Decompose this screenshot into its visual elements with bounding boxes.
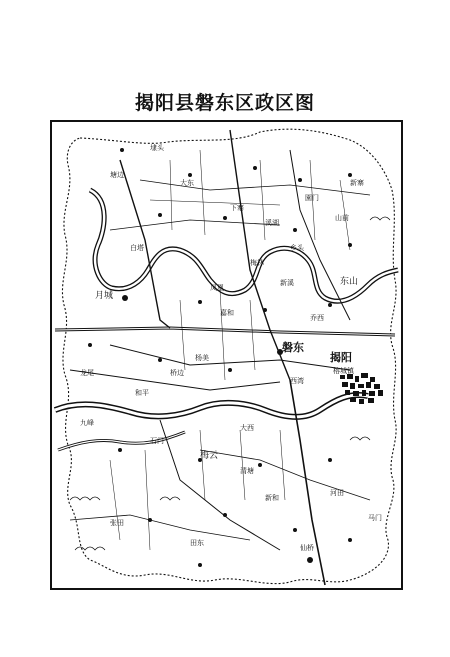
- label-jiufeng: 九峰: [80, 419, 94, 427]
- label-dongshan: 东山: [340, 277, 359, 287]
- label-jiahe: 嘉和: [220, 309, 234, 317]
- label-qiaobian: 桥边: [170, 369, 184, 377]
- label-hetian: 河田: [330, 489, 344, 497]
- label-meilin: 梅林: [250, 259, 264, 267]
- label-xiazhai: 下寨: [230, 204, 244, 212]
- label-qingtang: 清塘: [240, 467, 254, 475]
- label-jieyang: 揭阳: [330, 351, 352, 364]
- label-daxi: 大西: [240, 424, 254, 432]
- label-tiandong: 田东: [190, 539, 204, 547]
- label-heping: 和平: [135, 389, 149, 397]
- label-xinhe: 新和: [265, 494, 279, 502]
- label-shanqian: 山前: [335, 214, 349, 222]
- label-dadong: 大东: [180, 179, 194, 187]
- label-longwei: 龙尾: [80, 369, 94, 377]
- label-xinzhai: 新寨: [350, 179, 364, 187]
- label-shimen: 马门: [368, 514, 382, 522]
- label-yangmei: 杨美: [195, 354, 209, 362]
- label-chengzhen: 榕城镇: [333, 367, 354, 375]
- label-daitou: 埭头: [150, 144, 164, 152]
- label-pandong: 磐东: [282, 341, 304, 354]
- label-fenghuang: 凤凰: [210, 284, 224, 292]
- label-yuanmen: 園门: [305, 194, 319, 202]
- label-baita: 白塔: [130, 244, 144, 252]
- label-qiaoxi: 乔西: [310, 314, 324, 322]
- label-xiwan: 西湾: [290, 377, 304, 385]
- label-zhangtian: 张田: [110, 519, 124, 527]
- label-tangbian: 塘边: [110, 171, 124, 179]
- label-yuecheng: 月城: [95, 291, 114, 301]
- label-xihu: 溪湖: [265, 219, 279, 227]
- map-frame: [50, 120, 403, 590]
- label-xiangtou: 乡头: [290, 244, 304, 252]
- label-xianqiao: 仙桥: [300, 544, 314, 552]
- label-shimen2: 石门: [150, 437, 164, 445]
- label-meiyun: 梅云: [200, 451, 219, 461]
- label-xinxi: 新溪: [280, 279, 294, 287]
- map-title: 揭阳县磐东区政区图: [134, 92, 315, 114]
